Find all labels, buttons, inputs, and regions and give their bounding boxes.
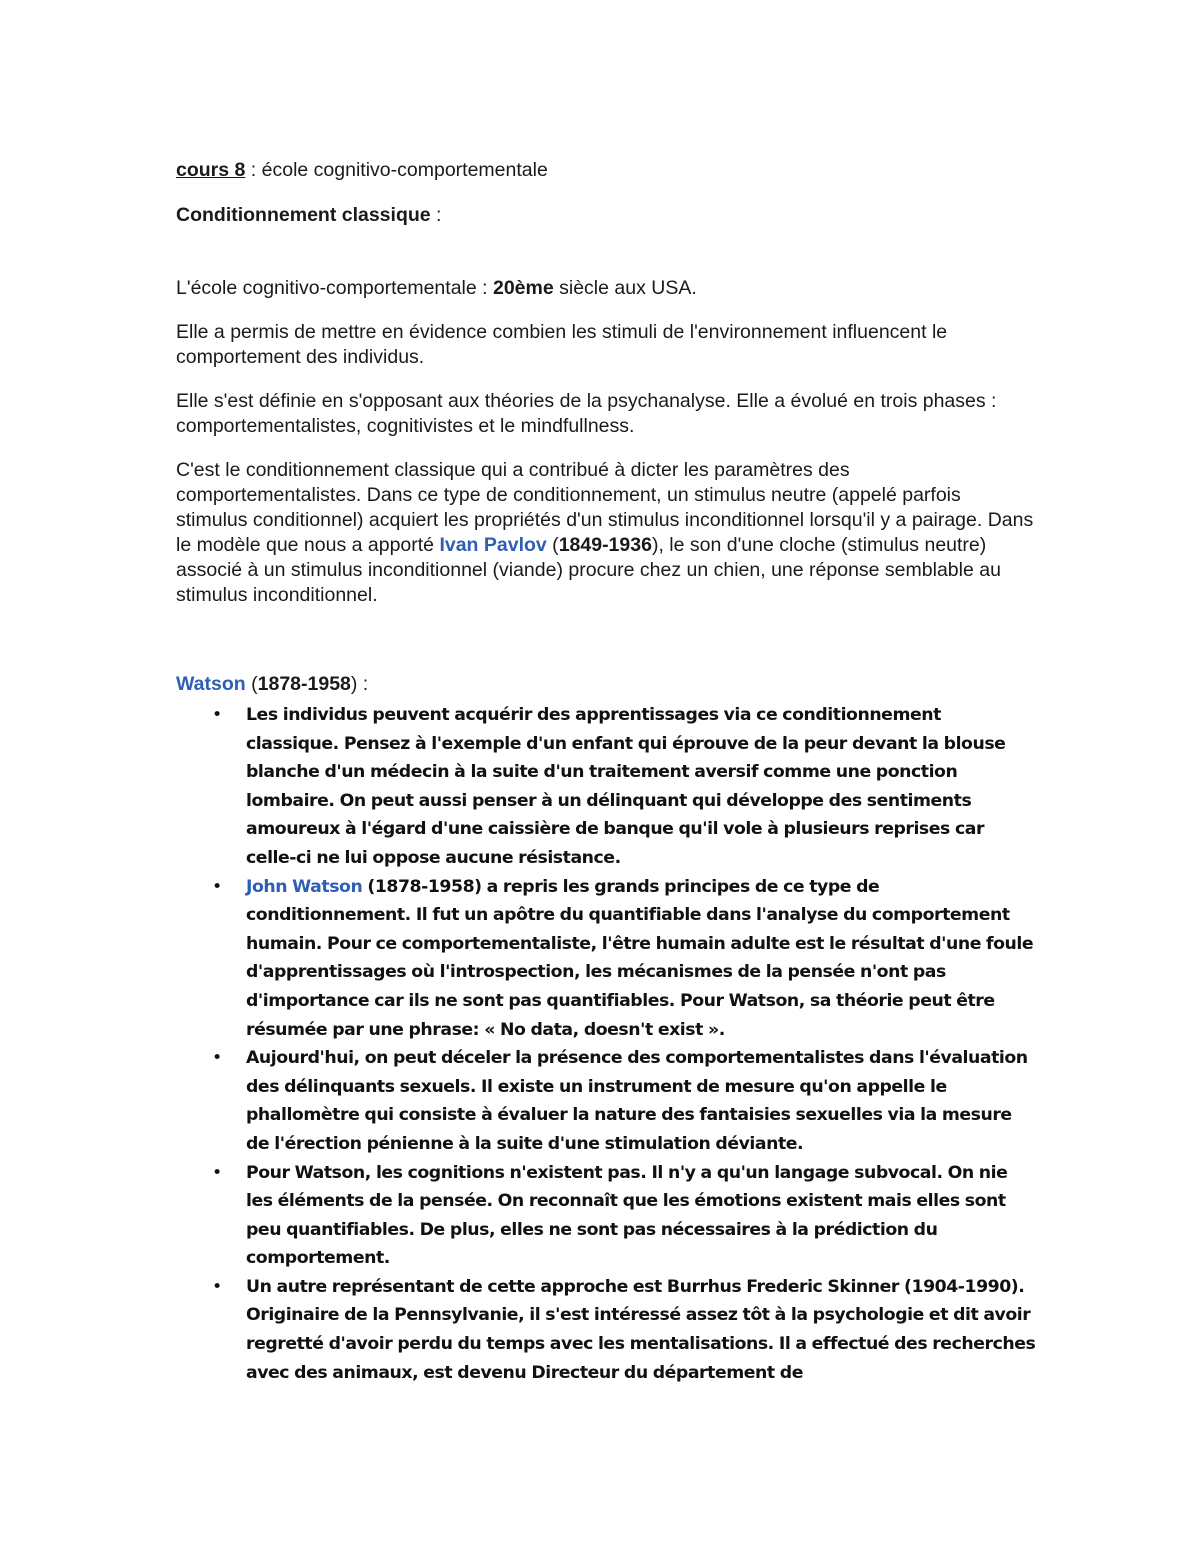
section-heading bbox=[176, 203, 1036, 228]
paragraph-psychoanalysis: Elle s'est définie en s'opposant aux théories de la psychanalyse. Elle a évolué en trois phases : comportementalistes, cognitivistes et le mindfullness. bbox=[176, 390, 997, 437]
list-item bbox=[176, 1044, 1036, 1158]
watson-name: Watson bbox=[176, 673, 246, 695]
bullet-text: (1878-1958) a repris les grands principes de ce type de conditionnement. Il fut un apôtre du quantifiable dans l'analyse du comportement humain. Pour ce comportementaliste, l'être humain adulte est le résultat d'une foule d'apprentissages où l'introspection, les mécanismes de la pensée n'ont pas d'importance car ils ne sont pas quantifiables. Pour Watson, sa théorie peut être résumée par une phrase: « No data, doesn't exist ». bbox=[246, 876, 1034, 1040]
paragraph-pavlov bbox=[176, 458, 1036, 608]
paragraph-environment: Elle a permis de mettre en évidence combien les stimuli de l'environnement influencent le comportement des individus. bbox=[176, 321, 948, 368]
list-item bbox=[176, 1273, 1036, 1387]
bullet-icon: • bbox=[212, 1276, 222, 1297]
watson-bullet-list bbox=[176, 701, 1036, 1387]
course-title bbox=[176, 158, 1036, 183]
century-text: 20ème bbox=[492, 277, 554, 299]
list-item bbox=[176, 873, 1036, 1045]
watson-close: ) : bbox=[350, 673, 369, 695]
pavlov-name: Ivan Pavlov bbox=[439, 534, 547, 556]
bullet-text: Pour Watson, les cognitions n'existent pas. Il n'y a qu'un langage subvocal. On nie les éléments de la pensée. On reconnaît que les émotions existent mais elles sont peu quantifiables. De plus, elles ne sont pas nécessaires à la prédiction du comportement. bbox=[246, 1162, 1008, 1269]
bullet-text: Aujourd'hui, on peut déceler la présence des comportementalistes dans l'évaluation des délinquants sexuels. Il existe un instrument de mesure qu'on appelle le phallomètre qui consiste à évaluer la nature des fantaisies sexuelles via la mesure de l'érection pénienne à la suite d'une stimulation déviante. bbox=[246, 1048, 1028, 1154]
watson-dates: 1878-1958 bbox=[257, 673, 351, 695]
section-heading-text: Conditionnement classique bbox=[176, 204, 431, 226]
course-topic: école cognitivo-comportementale bbox=[261, 159, 548, 181]
bullet-icon: • bbox=[212, 1162, 222, 1183]
paragraph-intro-before: L'école cognitivo-comportementale : bbox=[176, 277, 493, 299]
list-item bbox=[176, 1159, 1036, 1273]
bullet-icon: • bbox=[212, 876, 222, 897]
pavlov-dates: 1849-1936 bbox=[558, 534, 652, 556]
pavlov-open: ( bbox=[546, 534, 559, 556]
bullet-text: Un autre représentant de cette approche est Burrhus Frederic Skinner (1904-1990). Originaire de la Pennsylvanie, il s'est intéressé assez tôt à la psychologie et dit avoir regretté d'avoir perdu du temps avec les mentalisations. Il a effectué des recherches avec des animaux, est devenu Directeur du département de bbox=[246, 1276, 1036, 1383]
john-watson-name: John Watson bbox=[246, 876, 363, 897]
list-item bbox=[176, 701, 1036, 873]
paragraph-intro bbox=[176, 276, 1036, 301]
bullet-text: Les individus peuvent acquérir des apprentissages via ce conditionnement classique. Pensez à l'exemple d'un enfant qui éprouve de la peur devant la blouse blanche d'un médecin à la suite d'un traitement aversif comme une ponction lombaire. On peut aussi penser à un délinquant qui développe des sentiments amoureux à l'égard d'une caissière de banque qu'il vole à plusieurs reprises car celle-ci ne lui oppose aucune résistance. bbox=[246, 705, 1006, 868]
course-number: cours 8 bbox=[176, 159, 246, 181]
watson-heading bbox=[176, 672, 1036, 697]
paragraph-pavlov-after: ), le son d'une cloche (stimulus neutre) associé à un stimulus inconditionnel (viande) procure chez un chien, une réponse semblable au stimulus inconditionnel. bbox=[176, 534, 1001, 606]
bullet-icon: • bbox=[212, 1048, 222, 1069]
watson-open: ( bbox=[245, 673, 258, 695]
paragraph-pavlov-before: C'est le conditionnement classique qui a contribué à dicter les paramètres des comportementalistes. Dans ce type de conditionnement, un stimulus neutre (appelé parfois stimulus conditionnel) acquiert les propriétés d'un stimulus inconditionnel lorsqu'il y a pairage. Dans le modèle que nous a apporté bbox=[176, 459, 1034, 556]
paragraph-intro-after: siècle aux USA. bbox=[553, 277, 697, 299]
title-separator: : bbox=[245, 159, 262, 181]
document-page bbox=[176, 158, 1036, 1387]
bullet-icon: • bbox=[212, 705, 222, 725]
section-heading-suffix: : bbox=[430, 204, 442, 226]
